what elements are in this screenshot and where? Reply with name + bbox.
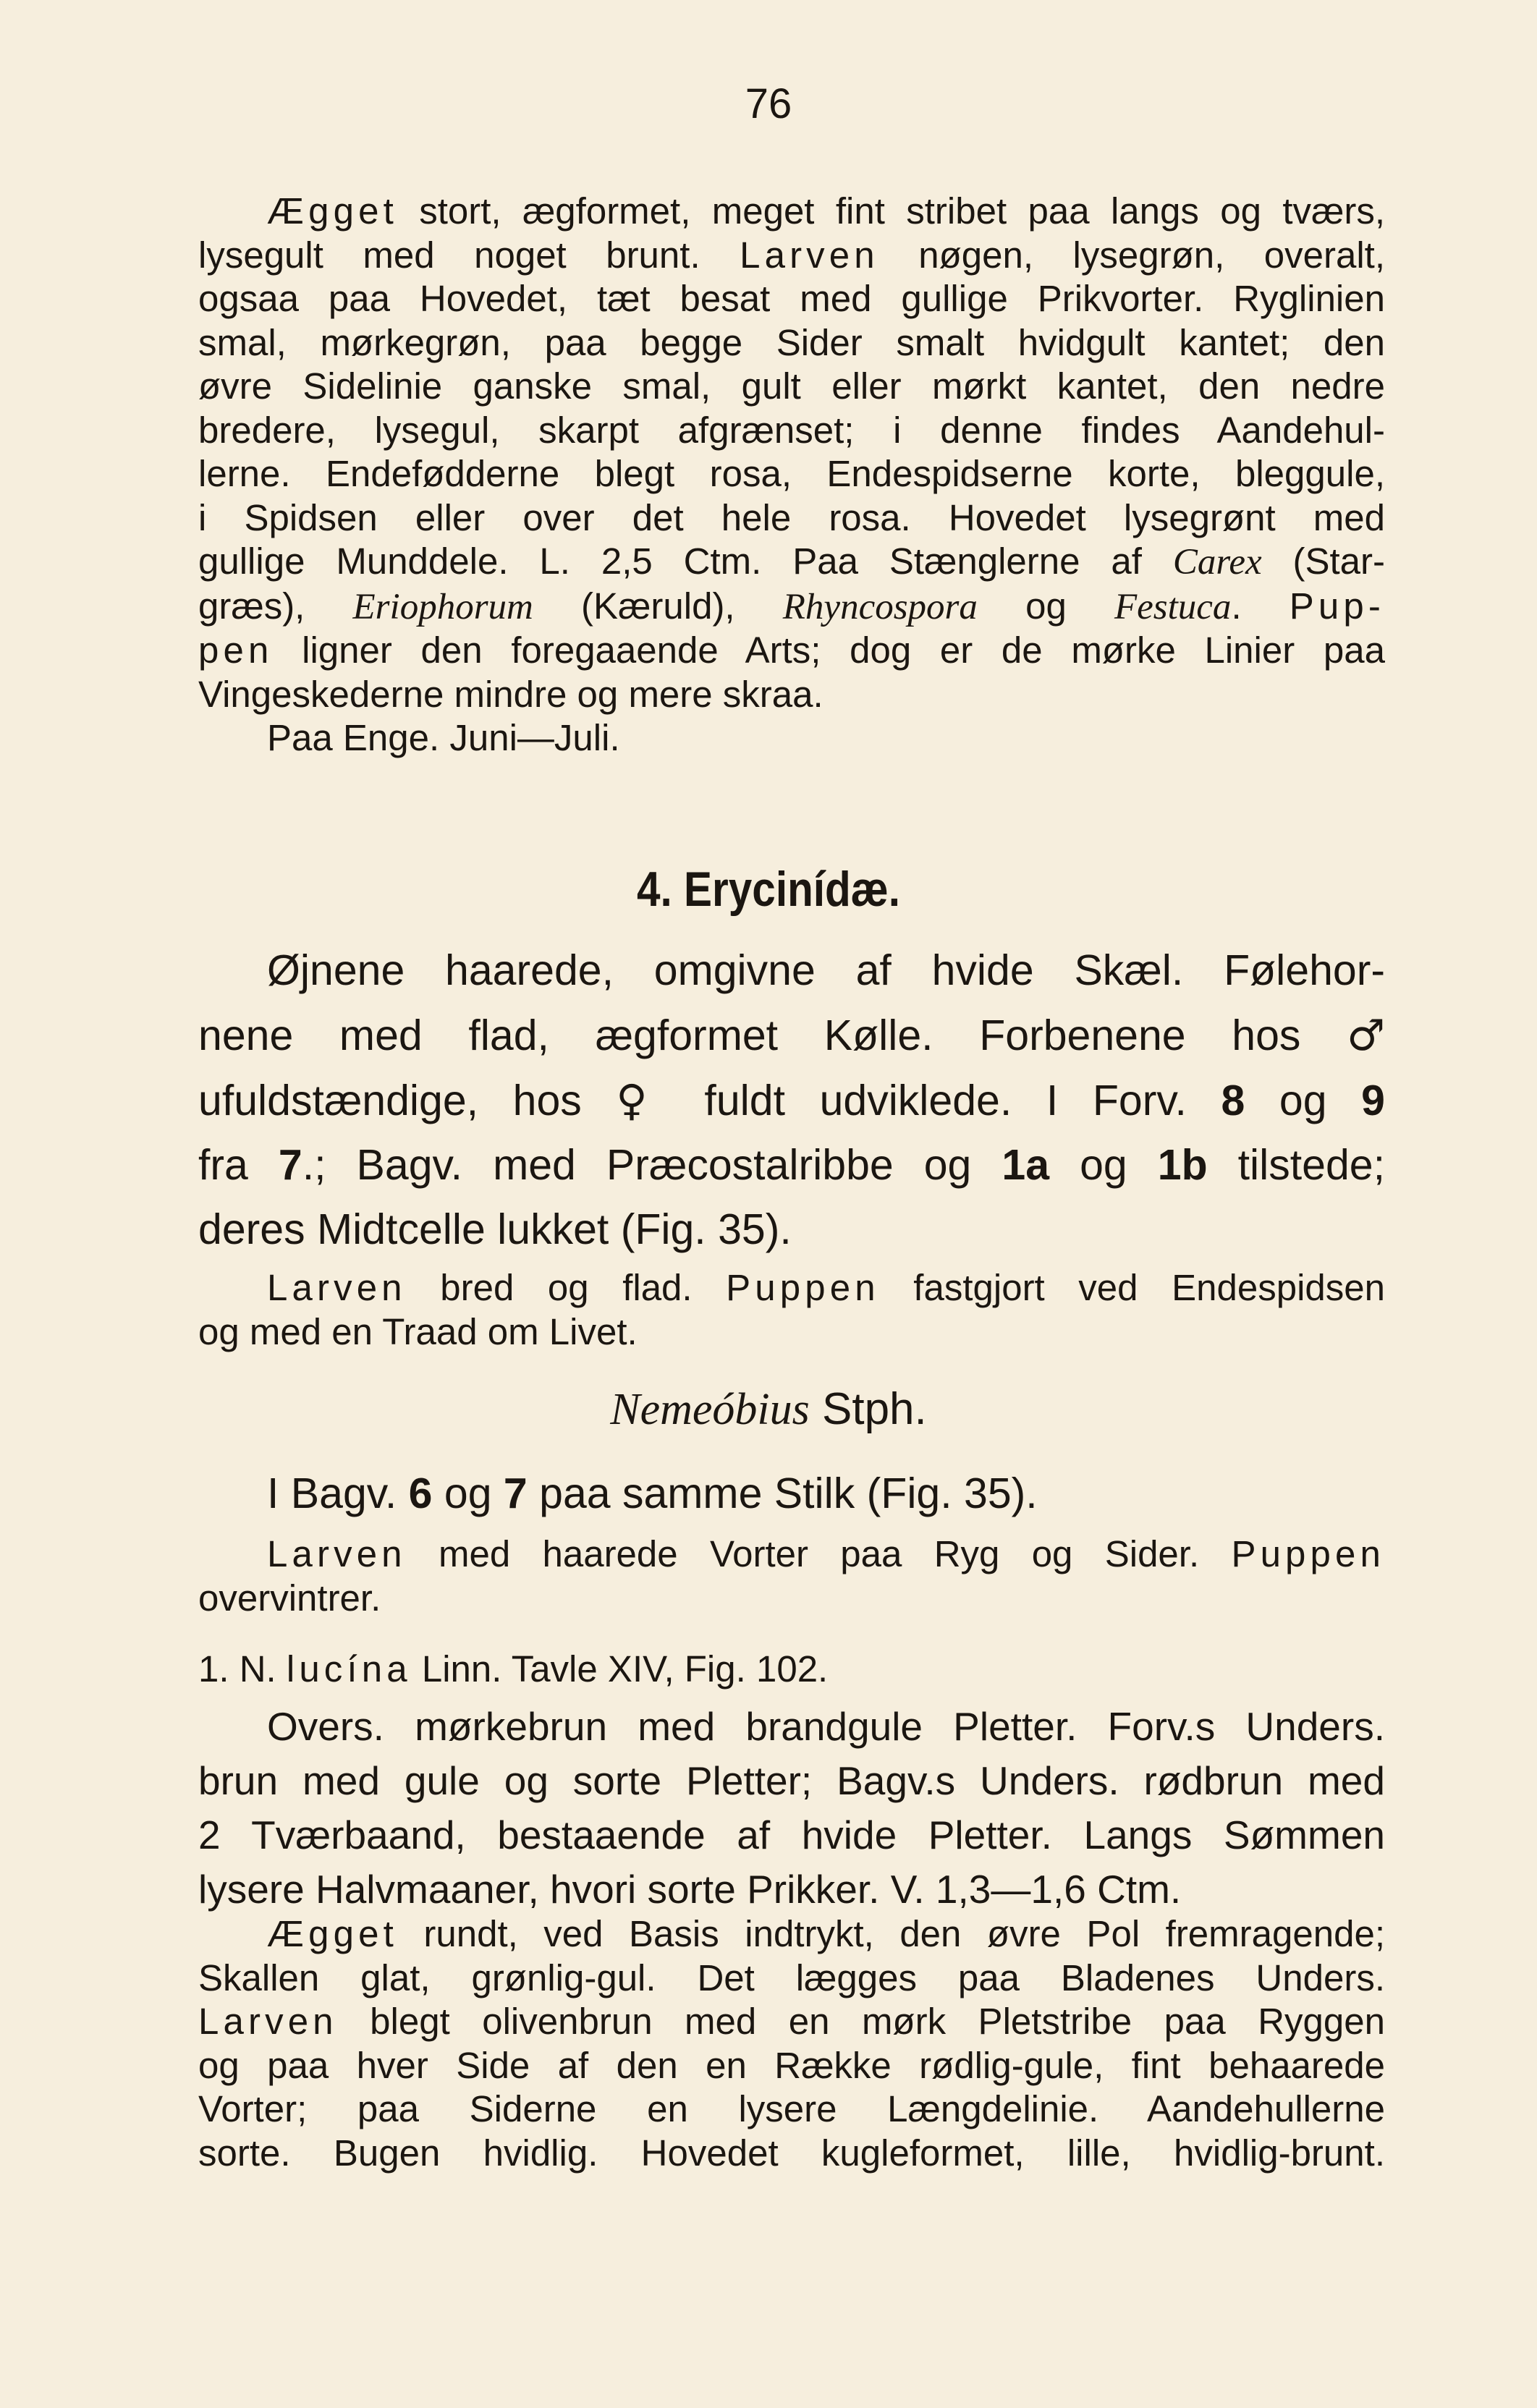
species-egg-larva-description <box>198 1912 1385 2175</box>
text-line: og med en Traad om Livet. <box>198 1310 638 1352</box>
genus-description <box>198 1462 1385 1526</box>
text-line: nene med flad, ægformet Kølle. Forbenene hos ♂ <box>198 1010 1385 1060</box>
species-entry <box>198 1648 1385 1692</box>
text-line: lerne. Endefødderne blegt rosa, Endespidserne korte, bleggule, <box>198 453 1385 494</box>
text-line: Ægget stort, ægformet, meget fint stribet paa langs og tværs, <box>267 190 1385 232</box>
species-title-line: 1. N. lucína Linn. Tavle XIV, Fig. 102. <box>198 1648 829 1690</box>
text-line: smal, mørkegrøn, paa begge Sider smalt hvidgult kantet; den <box>198 321 1385 363</box>
genus-larva-note <box>198 1532 1385 1620</box>
text-line: 2 Tværbaand, bestaaende af hvide Pletter. Langs Sømmen <box>198 1813 1385 1857</box>
genus-author: Stph. <box>809 1384 927 1434</box>
text-line: ogsaa paa Hovedet, tæt besat med gullige Prikvorter. Ryglinien <box>198 278 1385 319</box>
text-line: i Spidsen eller over det hele rosa. Hovedet lysegrønt med <box>198 496 1385 538</box>
text-line: og paa hver Side af den en Række rødlig-gule, fint behaarede <box>198 2044 1385 2086</box>
genus-name-eriophorum: Eriophorum <box>352 586 533 627</box>
text-line: lysere Halvmaaner, hvori sorte Prikker. V. 1,3—1,6 Ctm. <box>198 1867 1182 1912</box>
text-line: deres Midtcelle lukket (Fig. 35). <box>198 1205 792 1253</box>
genus-name-rhyncospora: Rhyncospora <box>782 586 978 627</box>
text-line: græs), Eriophorum (Kæruld), Rhyncospora og Festuca. Pup- <box>198 585 1385 627</box>
text-line: Overs. mørkebrun med brandgule Pletter. Forv.s Unders. <box>267 1704 1385 1749</box>
text-line: Larven blegt olivenbrun med en mørk Pletstribe paa Ryggen <box>198 2001 1385 2042</box>
species-name: lucína <box>286 1648 412 1690</box>
family-larva-note <box>198 1266 1385 1354</box>
text-line: gullige Munddele. L. 2,5 Ctm. Paa Stænglerne af Carex (Star- <box>198 540 1385 582</box>
text-line: bredere, lysegul, skarpt afgrænset; i denne findes Aandehul- <box>198 409 1385 451</box>
text-line: Øjnene haarede, omgivne af hvide Skæl. Følehor- <box>267 946 1385 994</box>
text-line: Skallen glat, grønlig-gul. Det lægges paa Bladenes Unders. <box>198 1956 1385 1998</box>
text-line: Vingeskederne mindre og mere skraa. <box>198 673 823 715</box>
text-line: Larven med haarede Vorter paa Ryg og Sider. Puppen <box>267 1533 1385 1574</box>
genus-heading <box>0 1383 1537 1436</box>
text-line: overvintrer. <box>198 1577 381 1619</box>
text-line: lysegult med noget brunt. Larven nøgen, lysegrøn, overalt, <box>198 234 1385 276</box>
text-line: øvre Sidelinie ganske smal, gult eller mørkt kantet, den nedre <box>198 365 1385 407</box>
page-number: 76 <box>745 80 792 127</box>
habitat-line: Paa Enge. Juni—Juli. <box>267 717 620 758</box>
genus-name: Nemeóbius <box>610 1385 810 1434</box>
genus-name-festuca: Festuca <box>1114 586 1232 627</box>
text-line: Larven bred og flad. Puppen fastgjort ved Endespidsen <box>267 1267 1385 1308</box>
male-symbol: ♂ <box>1347 1010 1385 1060</box>
genus-name-carex: Carex <box>1172 542 1262 582</box>
species-description <box>198 1700 1385 1917</box>
text-line: ufuldstændige, hos ♀ fuldt udviklede. I Forv. 8 og 9 <box>198 1075 1385 1125</box>
text-line: pen ligner den foregaaende Arts; dog er de mørke Linier paa <box>198 629 1385 671</box>
female-symbol: ♀ <box>616 1075 670 1125</box>
text-line: Vorter; paa Siderne en lysere Længdelinie. Aandehullerne <box>198 2088 1385 2129</box>
text-line: fra 7.; Bagv. med Præcostalribbe og 1a og 1b tilstede; <box>198 1141 1385 1189</box>
text-line: I Bagv. 6 og 7 paa samme Stilk (Fig. 35). <box>267 1470 1038 1517</box>
text-line: Ægget rundt, ved Basis indtrykt, den øvre Pol fremragende; <box>267 1913 1385 1954</box>
text-line: sorte. Bugen hvidlig. Hovedet kugleformet, lille, hvidlig-brunt. <box>198 2132 1385 2174</box>
family-heading: 4. Erycinídæ. <box>636 862 901 917</box>
text-line: brun med gule og sorte Pletter; Bagv.s Unders. rødbrun med <box>198 1758 1385 1803</box>
family-description <box>198 938 1385 1262</box>
caterpillar-description-paragraph <box>198 190 1385 760</box>
